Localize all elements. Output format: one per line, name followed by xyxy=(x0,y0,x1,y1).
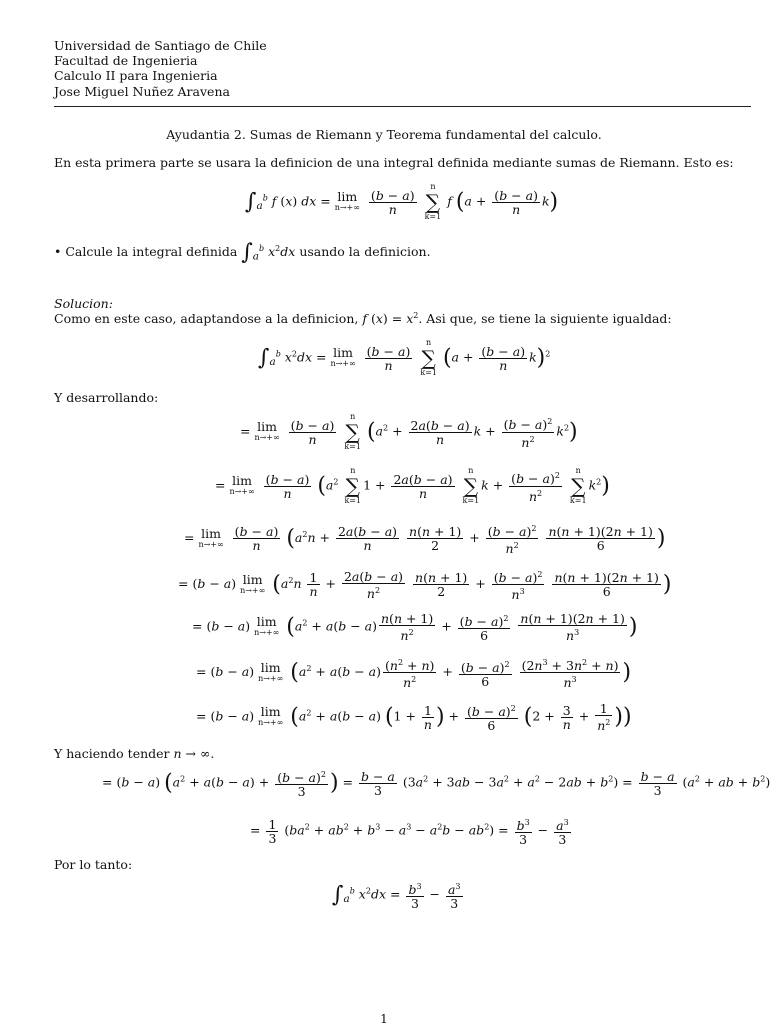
equation-simplified: = $\frac{1}{3}$ $(ba^2 + ab^2 + b^3 - a^3 - a^2b - ab^2)$ = $\frac{b^3}{3}$ − $\frac{a^3}{3}$ xyxy=(250,816,569,848)
bullet-suffix: usando la definicion. xyxy=(299,244,431,259)
equation-step-5: = (b − a) lim n→+∞ ($a^2 + a(b - a)$ $\frac{n(n + 1)}{n^2}$ + $\frac{(b - a)^2}{6}$ $\frac{n(n + 1)(2n + 1)}{n^3}$ ) xyxy=(192,611,638,644)
header-faculty: Facultad de Ingenieria xyxy=(54,53,198,68)
solucion-label: Solucion: xyxy=(54,296,113,311)
page-number: 1 xyxy=(380,1012,388,1026)
solucion-text: Como en este caso, adaptandose a la definicion, f $(x) = x^2$. Asi que, se tiene la siguiente igualdad: xyxy=(54,311,672,327)
equation-step-4: = (b − a) lim n→+∞ ($a^2n$ $\frac{1}{n}$ + $\frac{2a(b - a)}{n^2}$ $\frac{n(n + 1)}{2}$ + $\frac{(b - a)^2}{n^3}$ $\frac{n(n + 1)(2n + 1)}{6}$ ) xyxy=(178,568,672,603)
intro-text: En esta primera parte se usara la definicion de una integral definida mediante sumas de Riemann. Esto es: xyxy=(54,155,734,170)
equation-step-2: = lim n→+∞ $\frac{(b - a)}{n}$ ($a^2$ n ∑ k=1 1 + $\frac{2a(b - a)}{n}$ n ∑ k=1 k + $\frac{(b - a)^2}{n^2}$ n ∑ k=1 $k^2$) xyxy=(215,466,610,505)
tender-label: Y haciendo tender xyxy=(54,746,170,761)
equation-step-6: = (b − a) lim n→+∞ ($a^2 + a(b - a)$ $\frac{(n^2 + n)}{n^2}$ + $\frac{(b - a)^2}{6}$ $\frac{(2n^3 + 3n^2 + n)}{n^3}$ ) xyxy=(196,658,632,691)
bullet-dot: • xyxy=(54,244,66,259)
header-course: Calculo II para Ingenieria xyxy=(54,68,218,83)
equation-definition: $\int_a^b$ f (x) dx = lim n→+∞ $\frac{(b - a)}{n}$ n ∑ k=1 f (a + $\frac{(b - a)}{n}$ k) xyxy=(245,182,559,221)
por-lo-tanto-text: Por lo tanto: xyxy=(54,857,133,872)
header-university: Universidad de Santiago de Chile xyxy=(54,38,267,53)
solucion-text-b: . Asi que, se tiene la siguiente igualdad: xyxy=(418,311,672,327)
equation-x2-definition: $\int_a^b$ $x^2dx = \lim$ n→+∞ $\frac{(b - a)}{n}$ n ∑ k=1 (a + $\frac{(b - a)}{n}$ k)$^2$ xyxy=(258,338,551,377)
header-author: Jose Miguel Nuñez Aravena xyxy=(54,84,230,99)
bullet-prefix: Calcule la integral definida xyxy=(65,244,238,259)
solucion-text-a: Como en este caso, adaptandose a la definicion, xyxy=(54,311,359,327)
equation-step-3: = lim n→+∞ $\frac{(b - a)}{n}$ ($a^2n$ + $\frac{2a(b - a)}{n}$ $\frac{n(n + 1)}{2}$ + $\frac{(b - a)^2}{n^2}$ $\frac{n(n + 1)(2n + 1)}{6}$ ) xyxy=(184,524,666,557)
desarrollando-text: Y desarrollando: xyxy=(54,390,159,405)
page-title: Ayudantia 2. Sumas de Riemann y Teorema fundamental del calculo. xyxy=(166,127,602,142)
tender-text: Y haciendo tender n → ∞. xyxy=(54,746,215,761)
bullet-item: • Calcule la integral definida $\int_a^b$ $x^2dx$ usando la definicion. xyxy=(54,240,431,265)
equation-step-7: = (b − a) lim n→+∞ ($a^2 + a(b - a) (1$ + $\frac{1}{n}$ ) + $\frac{(b - a)^2}{6}$ (2 + $\frac{3}{n}$ + $\frac{1}{n^2}$ )) xyxy=(196,701,632,734)
equation-step-1: = lim n→+∞ $\frac{(b - a)}{n}$ n ∑ k=1 ($a^2$ + $\frac{2a(b - a)}{n}$ k + $\frac{(b - a)^2}{n^2}$ $k^2$) xyxy=(240,412,578,451)
header-rule xyxy=(54,106,751,107)
equation-final-result: $\int_a^b$ $x^2dx$ = $\frac{b^3}{3}$ − $\frac{a^3}{3}$ xyxy=(332,882,461,912)
equation-limit-result: = (b − a) ($a^2 + a(b - a)$ + $\frac{(b - a)^2}{3}$ ) = $\frac{b - a}{3}$ $(3a^2 + 3ab - 3a^2 + a^2 - 2ab + b^2)$ = $\frac{b - a}{3}$ ($a^2$ + ab + $b^2$) xyxy=(102,768,770,800)
